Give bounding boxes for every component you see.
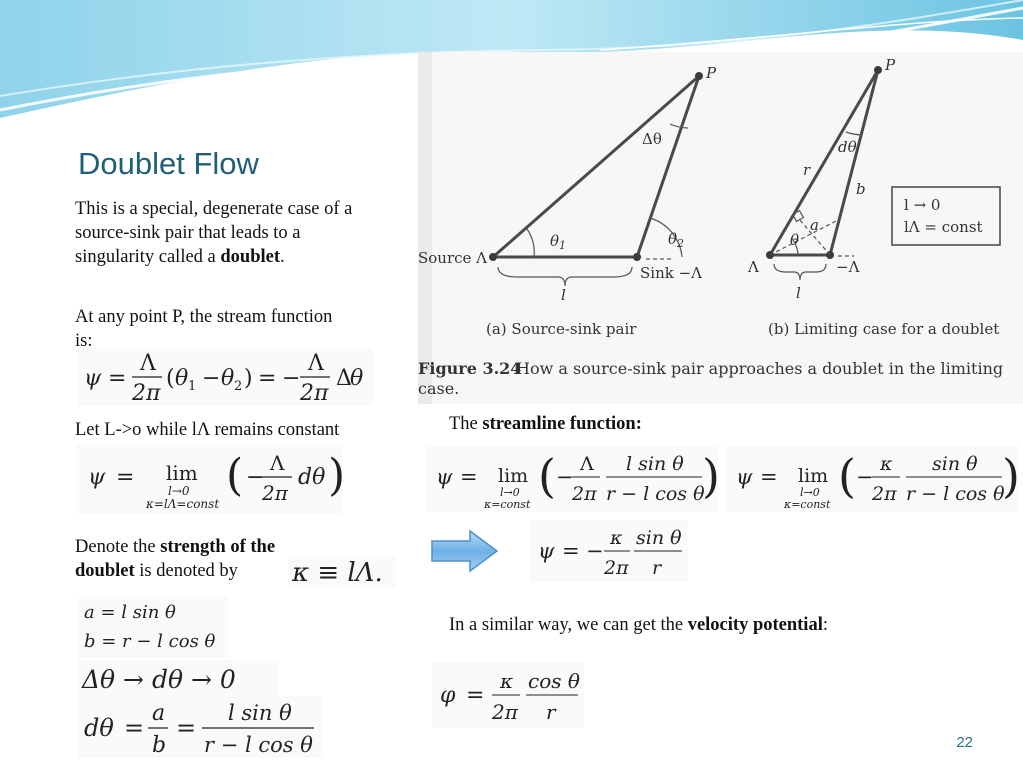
- svg-text:θ: θ: [175, 366, 189, 391]
- svg-text:=: =: [108, 366, 127, 391]
- intro-paragraph: [75, 197, 405, 269]
- svg-text:r − l cos θ: r − l cos θ: [906, 483, 1005, 505]
- svg-text:=: =: [760, 465, 778, 489]
- svg-text:(: (: [838, 449, 856, 503]
- equation-stream-limit-kappa: [726, 446, 1018, 512]
- svg-text:κ: κ: [880, 453, 893, 475]
- stream-intro-line-1: At any point P, the stream function: [75, 307, 333, 327]
- label-a: a: [810, 216, 819, 234]
- label-Lambda: Λ: [748, 258, 759, 276]
- svg-text:κ: κ: [500, 669, 514, 693]
- svg-text:l sin θ: l sin θ: [626, 453, 684, 475]
- label-P-b: P: [885, 56, 896, 74]
- svg-text:2π: 2π: [132, 381, 161, 406]
- label-neg-Lambda: −Λ: [836, 258, 860, 276]
- svg-text:ψ: ψ: [538, 539, 555, 563]
- equation-stream-final: [530, 520, 688, 582]
- svg-text:2π: 2π: [572, 483, 597, 505]
- svg-text:Λ: Λ: [580, 453, 594, 475]
- label-sink: Sink −Λ: [640, 264, 702, 282]
- svg-text:Δ: Δ: [336, 366, 352, 391]
- svg-text:−: −: [246, 465, 265, 490]
- label-source: Source Λ: [418, 249, 488, 267]
- svg-text:b: b: [152, 733, 167, 758]
- equation-dtheta: [78, 696, 323, 758]
- svg-text:Λ: Λ: [270, 451, 285, 475]
- svg-text:κ: κ: [610, 527, 623, 549]
- svg-text:−: −: [586, 539, 604, 563]
- equation-stream-limit-lambda: [426, 446, 718, 512]
- svg-text:l→0: l→0: [800, 486, 820, 499]
- label-l-a: l: [561, 286, 566, 304]
- subcaption-a: (a) Source-sink pair: [486, 320, 637, 338]
- limit-statement: Let L->o while lΛ remains constant: [75, 420, 340, 440]
- subcaption-b: (b) Limiting case for a doublet: [768, 320, 1000, 338]
- eq-a-text: a = l sin θ: [84, 602, 176, 623]
- svg-text:(: (: [226, 450, 244, 501]
- arrow-right-icon: [430, 529, 500, 573]
- svg-text:sin θ: sin θ: [932, 453, 978, 475]
- svg-text:lim: lim: [166, 461, 198, 485]
- svg-text:−: −: [282, 366, 301, 391]
- label-dtheta-b: dθ: [838, 138, 857, 156]
- svg-text:l sin θ: l sin θ: [228, 701, 292, 725]
- svg-text:=: =: [116, 465, 135, 490]
- label-P-a: P: [706, 64, 717, 82]
- box-line-2: lΛ = const: [904, 218, 983, 236]
- figure-caption-label: Figure 3.24: [418, 359, 522, 378]
- equation-kappa-definition: [288, 556, 396, 588]
- label-delta-theta: Δθ: [642, 130, 662, 148]
- intro-line-3-text: singularity called a: [75, 247, 221, 267]
- velocity-term: velocity potential: [687, 615, 823, 635]
- streamline-heading: [449, 412, 642, 436]
- label-theta2: $\theta_2$: [668, 230, 685, 250]
- svg-text:dθ: dθ: [84, 714, 114, 742]
- svg-text:=: =: [466, 683, 485, 708]
- label-theta: θ: [790, 231, 800, 249]
- figure-caption-line-2: case.: [418, 379, 460, 398]
- svg-text:=: =: [460, 465, 478, 489]
- equation-a-b: [78, 596, 228, 658]
- svg-text:dθ: dθ: [298, 465, 326, 490]
- streamline-term: streamline function:: [482, 414, 642, 434]
- svg-text:2π: 2π: [492, 700, 518, 724]
- equation-delta-theta-arrow: [78, 660, 278, 698]
- label-theta1: $\theta_1$: [550, 232, 567, 252]
- svg-text:lim: lim: [498, 465, 529, 487]
- svg-text:1: 1: [188, 379, 197, 394]
- arrow-eq-text: Δθ → dθ → 0: [82, 665, 236, 694]
- figure-diagram: [418, 52, 1023, 404]
- box-line-1: l → 0: [904, 196, 941, 214]
- strength-term: strength of the: [160, 537, 276, 557]
- equation-phi: [432, 662, 584, 728]
- svg-text:l→0: l→0: [168, 484, 190, 498]
- svg-text:κ=const: κ=const: [784, 498, 831, 511]
- svg-text:Λ: Λ: [140, 351, 156, 376]
- svg-text:ψ: ψ: [736, 465, 753, 489]
- label-r: r: [803, 161, 811, 179]
- figure-3-24: [418, 52, 1023, 404]
- eq-b-text: b = r − l cos θ: [84, 631, 216, 652]
- strength-pre: Denote the: [75, 537, 161, 557]
- svg-text:φ: φ: [440, 683, 456, 708]
- svg-text:a: a: [152, 701, 166, 726]
- intro-line-1: This is a special, degenerate case of a: [75, 199, 353, 219]
- svg-text:r − l cos θ: r − l cos θ: [204, 733, 313, 757]
- svg-text:θ: θ: [350, 366, 364, 391]
- svg-text:2π: 2π: [872, 483, 897, 505]
- svg-text:r − l cos θ: r − l cos θ: [606, 483, 705, 505]
- streamline-pre: The: [449, 414, 483, 434]
- svg-text:−: −: [556, 465, 574, 489]
- svg-text:−: −: [856, 465, 874, 489]
- svg-text:=: =: [258, 366, 277, 391]
- scan-edge: [418, 52, 432, 404]
- svg-text:κ=lΛ=const: κ=lΛ=const: [146, 497, 220, 511]
- svg-text:ψ: ψ: [88, 465, 106, 490]
- page-number: 22: [956, 734, 973, 751]
- svg-text:−: −: [202, 366, 221, 391]
- kappa-text: κ ≡ lΛ.: [292, 558, 383, 588]
- equation-psi-theta: [78, 348, 373, 406]
- slide-title: Doublet Flow: [78, 146, 259, 181]
- svg-text:2π: 2π: [604, 557, 629, 579]
- intro-line-3-period: .: [280, 247, 285, 267]
- velocity-potential-text: [449, 613, 828, 637]
- doublet-term: doublet: [220, 247, 281, 267]
- svg-text:2: 2: [234, 379, 243, 394]
- svg-text:(: (: [538, 449, 556, 503]
- svg-text:r: r: [546, 700, 556, 724]
- svg-text:θ: θ: [221, 366, 235, 391]
- svg-text:lim: lim: [798, 465, 829, 487]
- intro-line-3: [75, 245, 405, 269]
- svg-text:2π: 2π: [262, 481, 288, 505]
- intro-line-2: source-sink pair that leads to a: [75, 223, 301, 243]
- velocity-pre: In a similar way, we can get the: [449, 615, 688, 635]
- svg-text:sin θ: sin θ: [636, 527, 682, 549]
- svg-text:=: =: [176, 714, 197, 742]
- svg-text:): ): [1002, 449, 1020, 503]
- svg-text:): ): [244, 366, 253, 391]
- svg-text:κ=const: κ=const: [484, 498, 531, 511]
- svg-text:2π: 2π: [300, 381, 329, 406]
- svg-text:ψ: ψ: [84, 366, 102, 391]
- svg-text:Λ: Λ: [308, 351, 324, 376]
- strength-post: is denoted by: [134, 561, 238, 581]
- stream-function-intro: [75, 305, 405, 353]
- svg-text:r: r: [652, 557, 662, 579]
- svg-text:=: =: [562, 539, 580, 563]
- stream-intro-line-2: is:: [75, 331, 93, 351]
- label-b: b: [856, 180, 866, 198]
- doublet-term-2: doublet: [75, 561, 135, 581]
- svg-text:=: =: [124, 714, 145, 742]
- svg-text:): ): [702, 449, 720, 503]
- svg-text:(: (: [166, 366, 175, 391]
- svg-text:ψ: ψ: [436, 465, 453, 489]
- equation-psi-limit: [76, 444, 346, 514]
- velocity-colon: :: [822, 615, 828, 635]
- label-l-b: l: [796, 284, 801, 302]
- svg-text:l→0: l→0: [500, 486, 520, 499]
- svg-text:): ): [328, 450, 346, 501]
- svg-text:cos θ: cos θ: [528, 669, 580, 693]
- figure-caption-text: How a source-sink pair approaches a doublet in the limiting: [516, 359, 1004, 378]
